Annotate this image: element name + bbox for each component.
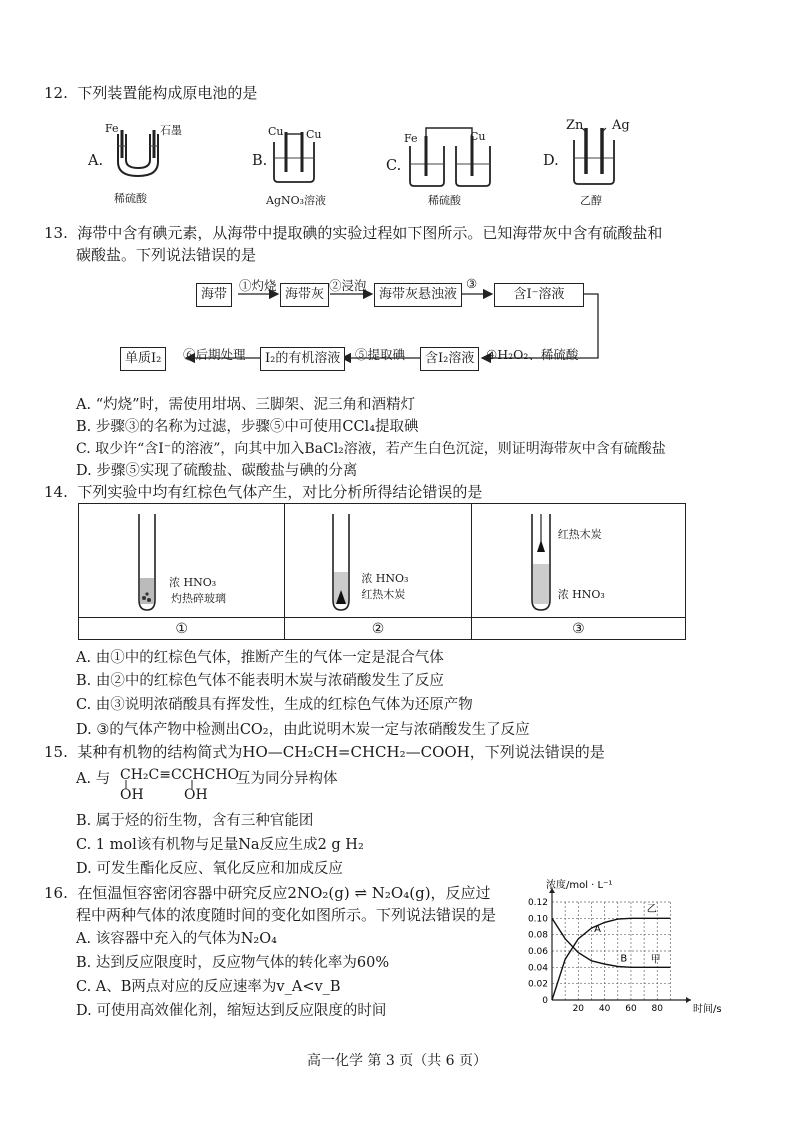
q12-b-right-electrode: Cu bbox=[306, 128, 322, 141]
q16-option-a: A. 该容器中充入的气体为N₂O₄ bbox=[76, 931, 277, 947]
q12-a-right-electrode: 石墨 bbox=[160, 124, 182, 137]
page-footer: 高一化学 第 3 页（共 6 页） bbox=[306, 1053, 488, 1069]
flow-box-iodide-solution: 含I⁻溶液 bbox=[494, 283, 584, 307]
flow-step-2: ②浸泡 bbox=[329, 278, 367, 293]
x-axis-arrow bbox=[686, 997, 691, 1003]
q12-option-d-letter: D. bbox=[543, 153, 559, 169]
q12-d-right-electrode: Ag bbox=[612, 118, 630, 133]
q15-option-c: C. 1 mol该有机物与足量Na反应生成2 g H₂ bbox=[76, 837, 364, 853]
q12-d-solution: 乙醇 bbox=[580, 194, 602, 207]
x-tick-label: 60 bbox=[625, 1004, 637, 1014]
q12-a-solution: 稀硫酸 bbox=[114, 192, 147, 205]
q12-stem: 12. 下列装置能构成原电池的是 bbox=[44, 84, 258, 102]
q13-stem-line2: 碳酸盐。下列说法错误的是 bbox=[76, 246, 257, 264]
q14-index-1: ① bbox=[79, 618, 285, 640]
q14-cell2-label2: 红热木炭 bbox=[361, 588, 406, 601]
flow-box-iodine-solution: 含I₂溶液 bbox=[420, 347, 479, 371]
x-tick-label: 20 bbox=[572, 1004, 585, 1014]
y-tick-label: 0.08 bbox=[527, 930, 548, 941]
test-tube-icon bbox=[329, 514, 353, 614]
test-tube-icon bbox=[528, 514, 554, 614]
q12-d-left-electrode: Zn bbox=[566, 118, 584, 133]
q12-b-left-electrode: Cu bbox=[268, 125, 284, 138]
q16-stem-line1: 16. 在恒温恒容密闭容器中研究反应2NO₂(g) ⇌ N₂O₄(g)，反应过 bbox=[44, 884, 491, 902]
q15-option-d: D. 可发生酯化反应、氧化反应和加成反应 bbox=[76, 861, 343, 877]
two-beakers-icon bbox=[406, 126, 496, 188]
q15-formula-top: CH₂C≡CCHCHO bbox=[120, 767, 240, 783]
flow-box-iodine: 单质I₂ bbox=[120, 347, 166, 371]
q15-option-a-prefix: A. 与 bbox=[76, 771, 111, 787]
q14-cell3-label1: 红热木炭 bbox=[557, 528, 602, 541]
y-tick-label: 0.02 bbox=[527, 979, 548, 990]
test-tube-icon bbox=[135, 514, 159, 614]
q12-option-b-letter: B. bbox=[252, 153, 268, 169]
x-axis-label: 时间/s bbox=[693, 1004, 722, 1015]
q14-option-b: B. 由②中的红棕色气体不能表明木炭与浓硝酸发生了反应 bbox=[76, 673, 444, 689]
q15-stem: 15. 某种有机物的结构简式为HO—CH₂CH=CHCH₂—COOH，下列说法错误的是 bbox=[44, 743, 605, 761]
point-label: A bbox=[594, 924, 601, 936]
q13-option-d: D. 步骤⑤实现了硫酸盐、碳酸盐与碘的分离 bbox=[76, 463, 358, 479]
q13-option-c: C. 取少许“含I⁻的溶液”，向其中加入BaCl₂溶液，若产生白色沉淀，则证明海带灰中含有硫酸盐 bbox=[76, 441, 666, 457]
q15-option-b: B. 属于烃的衍生物，含有三种官能团 bbox=[76, 813, 314, 829]
flow-box-ash: 海带灰 bbox=[280, 283, 329, 307]
q15-formula-oh2: OH bbox=[184, 787, 208, 803]
series-label: 乙 bbox=[646, 903, 657, 915]
beaker-icon bbox=[570, 128, 620, 188]
q12-option-a-letter: A. bbox=[88, 153, 104, 169]
q16-option-b: B. 达到反应限度时，反应物气体的转化率为60% bbox=[76, 955, 390, 971]
q15-option-a-suffix: 互为同分异构体 bbox=[236, 771, 338, 787]
q14-stem: 14. 下列实验中均有红棕色气体产生，对比分析所得结论错误的是 bbox=[44, 483, 483, 501]
q12-option-c-letter: C. bbox=[386, 158, 402, 174]
q14-option-d: D. ③的气体产物中检测出CO₂，由此说明木炭一定与浓硝酸发生了反应 bbox=[76, 722, 530, 738]
q15-formula-oh1: OH bbox=[120, 787, 144, 803]
flow-box-suspension: 海带灰悬浊液 bbox=[374, 283, 462, 307]
q12-c-left-electrode: Fe bbox=[404, 132, 418, 145]
series-label: 甲 bbox=[650, 954, 661, 966]
q14-cell1-label1: 浓 HNO₃ bbox=[169, 576, 217, 589]
q16-option-c: C. A、B两点对应的反应速率为v_A<v_B bbox=[76, 979, 341, 995]
q14-experiment-table bbox=[78, 503, 686, 640]
q14-index-2: ② bbox=[285, 618, 471, 640]
flow-box-organic-solution: I₂的有机溶液 bbox=[260, 347, 345, 371]
flow-step-5: ⑤提取碘 bbox=[355, 347, 406, 362]
y-tick-label: 0.10 bbox=[527, 914, 548, 925]
q12-c-right-electrode: Cu bbox=[470, 130, 486, 143]
y-tick-label: 0.12 bbox=[527, 898, 548, 908]
flow-step-6: ⑥后期处理 bbox=[183, 347, 246, 362]
flow-step-3: ③ bbox=[466, 276, 478, 291]
y-tick-label: 0.04 bbox=[527, 963, 548, 974]
q13-option-b: B. 步骤③的名称为过滤，步骤⑤中可使用CCl₄提取碘 bbox=[76, 419, 419, 435]
q14-cell-3 bbox=[471, 504, 685, 618]
q14-index-3: ③ bbox=[471, 618, 685, 640]
beaker-icon bbox=[270, 132, 320, 184]
q13-option-a: A. “灼烧”时，需使用坩埚、三脚架、泥三角和酒精灯 bbox=[76, 397, 416, 413]
flow-box-seaweed: 海带 bbox=[196, 283, 232, 307]
q14-cell2-label1: 浓 HNO₃ bbox=[361, 572, 409, 585]
q16-chart bbox=[512, 878, 722, 1018]
q12-b-solution: AgNO₃溶液 bbox=[266, 194, 327, 207]
q16-stem-line2: 程中两种气体的浓度随时间的变化如图所示。下列说法错误的是 bbox=[76, 906, 497, 924]
q12-a-left-electrode: Fe bbox=[105, 122, 119, 135]
y-tick-label: 0 bbox=[542, 996, 548, 1006]
y-tick-label: 0.06 bbox=[527, 947, 548, 957]
q14-cell-2 bbox=[285, 504, 471, 618]
flow-step-4: ④H₂O₂、稀硫酸 bbox=[486, 347, 579, 362]
u-tube-icon bbox=[110, 130, 170, 180]
q13-stem-line1: 13. 海带中含有碘元素，从海带中提取碘的实验过程如下图所示。已知海带灰中含有硫酸盐和 bbox=[44, 224, 663, 242]
x-tick-label: 80 bbox=[651, 1004, 663, 1014]
q14-option-c: C. 由③说明浓硝酸具有挥发性，生成的红棕色气体为还原产物 bbox=[76, 697, 473, 713]
concentration-time-chart bbox=[512, 878, 722, 1018]
flow-step-1: ①灼烧 bbox=[239, 278, 277, 293]
q14-option-a: A. 由①中的红棕色气体，推断产生的气体一定是混合气体 bbox=[76, 650, 444, 666]
q14-cell3-label2: 浓 HNO₃ bbox=[557, 588, 605, 601]
x-tick-label: 40 bbox=[598, 1004, 611, 1014]
point-label: B bbox=[620, 953, 628, 965]
q14-cell1-label2: 灼热碎玻璃 bbox=[171, 592, 226, 605]
y-axis-label: 浓度/mol · L⁻¹ bbox=[546, 880, 613, 891]
q12-c-solution: 稀硫酸 bbox=[428, 194, 461, 207]
q16-option-d: D. 可使用高效催化剂，缩短达到反应限度的时间 bbox=[76, 1003, 387, 1019]
q14-cell-1 bbox=[79, 504, 285, 618]
